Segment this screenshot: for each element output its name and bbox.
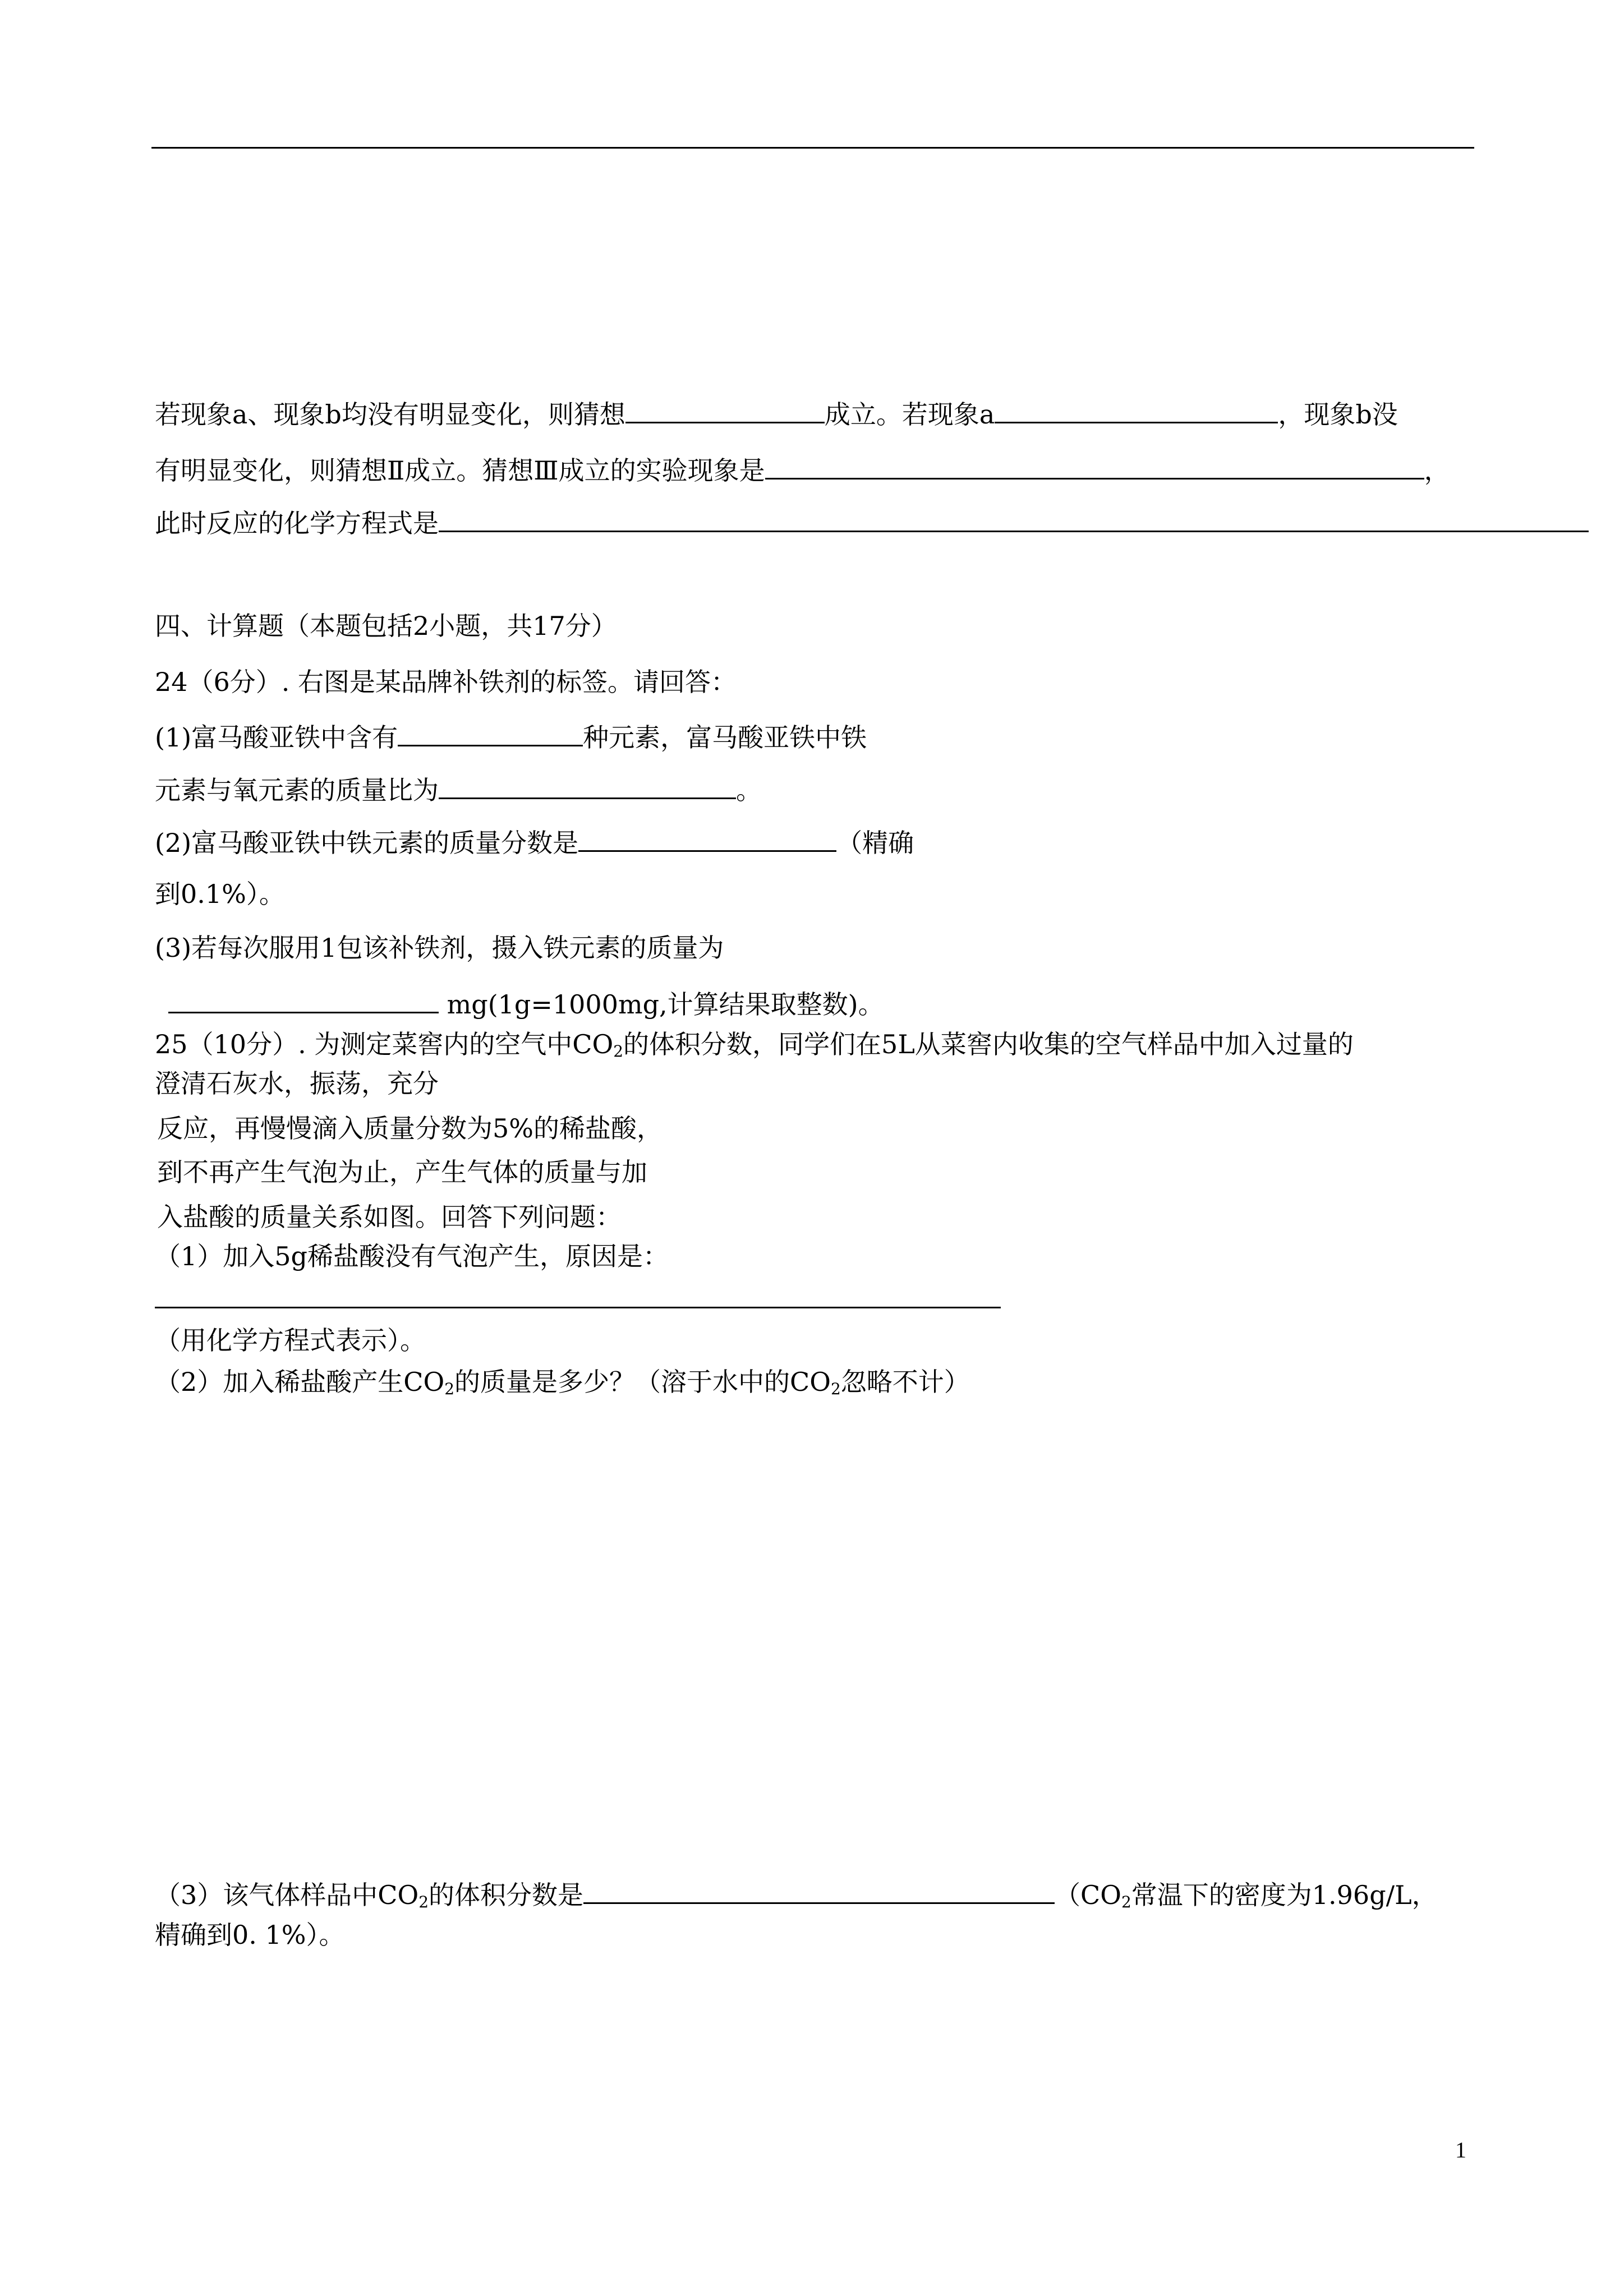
q25-text: 的质量是多少？（溶于水中的CO <box>454 1367 831 1397</box>
q25-text: （2）加入稀盐酸产生CO <box>155 1367 445 1397</box>
q24-part-2 <box>155 824 914 860</box>
q25-text: （CO <box>1055 1880 1121 1910</box>
subscript: 2 <box>418 1893 429 1911</box>
subscript: 2 <box>1121 1893 1131 1911</box>
answer-blank[interactable] <box>439 772 736 799</box>
q24-part-2-cont: 到0.1%）。 <box>155 879 285 909</box>
q25-line-5: 入盐酸的质量关系如图。回答下列问题： <box>157 1202 622 1232</box>
page-number: 1 <box>1455 2137 1466 2163</box>
q25-line-4: 到不再产生气泡为止，产生气体的质量与加 <box>157 1157 647 1187</box>
q24-part-1 <box>155 719 867 754</box>
subscript: 2 <box>613 1042 624 1061</box>
q23-line-3 <box>155 505 1589 540</box>
section-title: 四、计算题（本题包括2小题，共17分） <box>155 611 617 641</box>
q23-text: 若现象a、现象b均没有明显变化，则猜想 <box>155 399 625 430</box>
q25-text: 的体积分数，同学们在5L从菜窖内收集的空气样品中加入过量的 <box>623 1029 1354 1059</box>
q24-stem: 24（6分）. 右图是某品牌补铁剂的标签。请回答： <box>155 667 737 697</box>
q23-text: 成立。若现象a <box>824 399 995 430</box>
answer-blank[interactable] <box>398 719 583 746</box>
q25-part-2 <box>155 1365 970 1399</box>
q24-text: 。 <box>736 775 762 805</box>
answer-blank[interactable] <box>583 1877 1055 1904</box>
q24-text: 种元素，富马酸亚铁中铁 <box>583 722 867 753</box>
q23-text: ， <box>1424 455 1450 486</box>
q24-text: (2)富马酸亚铁中铁元素的质量分数是 <box>155 828 579 858</box>
q23-line-2 <box>155 452 1450 487</box>
q25-text: 25（10分）. 为测定菜窖内的空气中CO <box>155 1029 614 1059</box>
q23-line-1 <box>155 396 1398 431</box>
answer-blank[interactable] <box>625 396 825 423</box>
q25-text: 的体积分数是 <box>429 1880 584 1910</box>
q23-text: 有明显变化，则猜想Ⅱ成立。猜想Ⅲ成立的实验现象是 <box>155 455 765 486</box>
q24-text: (1)富马酸亚铁中含有 <box>155 722 398 753</box>
q25-part-1-cont: （用化学方程式表示）。 <box>155 1325 426 1356</box>
answer-blank[interactable] <box>168 986 439 1013</box>
q25-line-2: 澄清石灰水，振荡，充分 <box>155 1068 439 1099</box>
q24-text: （精确 <box>836 828 914 858</box>
q25-line-3: 反应，再慢慢滴入质量分数为5%的稀盐酸， <box>157 1113 663 1144</box>
q24-text: 元素与氧元素的质量比为 <box>155 775 439 805</box>
q25-part-1: （1）加入5g稀盐酸没有气泡产生，原因是： <box>155 1241 669 1271</box>
q23-text: ，现象b没 <box>1278 399 1398 430</box>
answer-blank[interactable] <box>765 452 1424 480</box>
q25-text: 常温下的密度为1.96g/L， <box>1131 1880 1438 1910</box>
q25-stem <box>155 1027 1354 1061</box>
answer-blank[interactable] <box>439 505 1589 532</box>
q25-part-3 <box>155 1877 1438 1912</box>
answer-blank[interactable] <box>578 824 836 852</box>
subscript: 2 <box>444 1380 455 1398</box>
q24-part-3: (3)若每次服用1包该补铁剂，摄入铁元素的质量为 <box>155 933 724 963</box>
q24-part-1-cont <box>155 772 762 807</box>
subscript: 2 <box>830 1380 841 1398</box>
q23-text: 此时反应的化学方程式是 <box>155 508 439 538</box>
q25-text: 忽略不计） <box>840 1367 970 1397</box>
answer-blank[interactable] <box>995 396 1278 423</box>
q24-text: mg(1g=1000mg,计算结果取整数)。 <box>439 989 884 1020</box>
q25-text: （3）该气体样品中CO <box>155 1880 419 1910</box>
answer-line[interactable] <box>155 1307 1001 1308</box>
header-rule <box>151 147 1474 149</box>
q24-part-3-cont <box>168 986 884 1021</box>
q25-part-3-cont: 精确到0. 1%）。 <box>155 1920 345 1950</box>
